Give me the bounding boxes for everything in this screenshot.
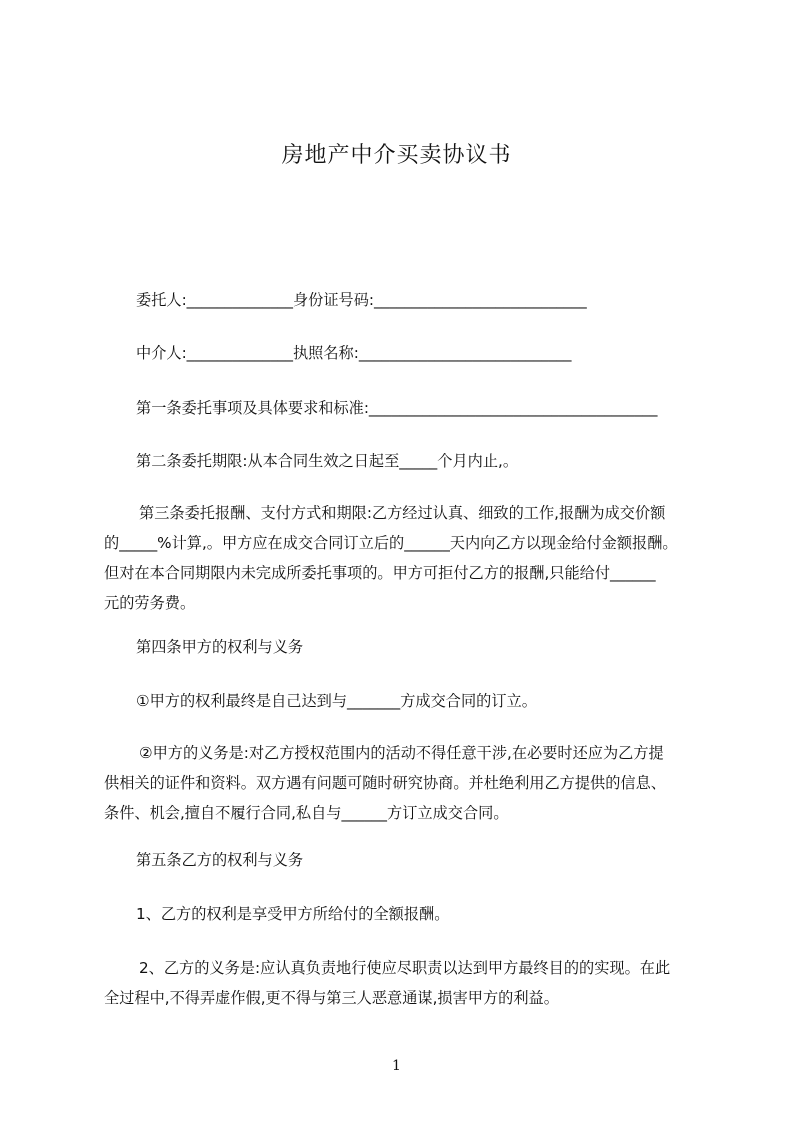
- article-3: [104, 498, 704, 618]
- article-4-item-2: [104, 738, 704, 828]
- article-3-line: 但对在本合同期限内未完成所委托事项的。甲方可拒付乙方的报酬,只能给付______: [104, 564, 656, 582]
- article-3-line: 第三条委托报酬、支付方式和期限:乙方经过认真、细致的工作,报酬为成交价额: [139, 504, 666, 522]
- client-line: 委托人:______________身份证号码:____________________________: [136, 291, 587, 309]
- agent-line: 中介人:______________执照名称:____________________________: [136, 344, 572, 362]
- article-5-item-2-line: 2、乙方的义务是:应认真负责地行使应尽职责以达到甲方最终目的的实现。在此: [139, 959, 671, 977]
- article-2: 第二条委托期限:从本合同生效之日起至_____个月内止,。: [136, 452, 519, 470]
- article-3-line: 的_____%计算,。甲方应在成交合同订立后的______天内向乙方以现金给付金额报酬。: [104, 534, 678, 552]
- article-5-item-2-line: 全过程中,不得弄虚作假,更不得与第三人恶意通谋,损害甲方的利益。: [104, 989, 559, 1007]
- article-1: 第一条委托事项及具体要求和标准:______________________________________: [136, 399, 658, 417]
- article-5-item-2: [104, 953, 704, 1013]
- article-4-item-1: ①甲方的权利最终是自己达到与_______方成交合同的订立。: [136, 692, 537, 710]
- article-4-heading: 第四条甲方的权利与义务: [136, 638, 304, 656]
- page-number: 1: [392, 1058, 401, 1074]
- article-4-item-2-line: 供相关的证件和资料。双方遇有问题可随时研究协商。并杜绝利用乙方提供的信息、: [104, 774, 666, 792]
- article-5-item-1: 1、乙方的权利是享受甲方所给付的全额报酬。: [136, 905, 450, 923]
- document-title: 房地产中介买卖协议书: [281, 143, 512, 168]
- article-5-heading: 第五条乙方的权利与义务: [136, 851, 304, 869]
- article-4-item-2-line: ②甲方的义务是:对乙方授权范围内的活动不得任意干涉,在必要时还应为乙方提: [139, 744, 664, 762]
- article-4-item-2-line: 条件、机会,擅自不履行合同,私自与______方订立成交合同。: [104, 804, 509, 822]
- article-3-line: 元的劳务费。: [104, 594, 196, 612]
